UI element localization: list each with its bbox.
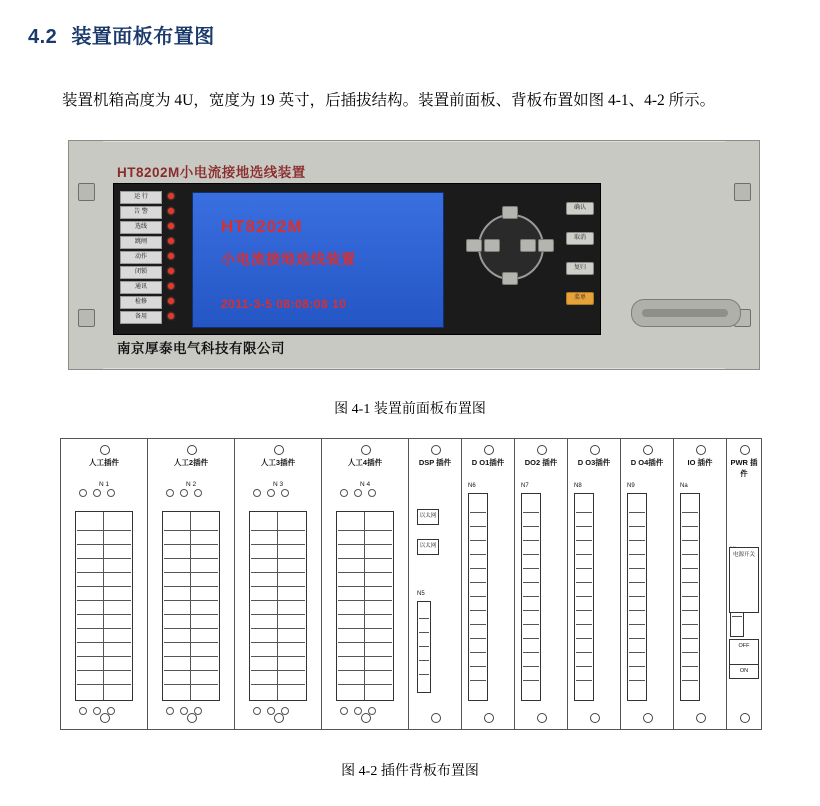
led-indicator-icon <box>168 268 174 274</box>
led-row <box>120 295 184 310</box>
section-number: 4.2 <box>28 26 58 48</box>
terminal-connector <box>75 511 133 701</box>
slot-title: 人工3插件 <box>260 458 296 467</box>
led-indicator-icon <box>168 253 174 259</box>
slot-mini-screws <box>61 489 147 499</box>
led-indicator-icon <box>168 208 174 214</box>
backplane-slot-dsp <box>409 439 462 729</box>
backplane-slot <box>61 439 148 729</box>
screw-icon <box>740 713 750 723</box>
backplane-frame <box>60 438 762 730</box>
led-indicator-icon <box>168 193 174 199</box>
arrow-left-button[interactable] <box>466 239 482 252</box>
lcd-line-model: HT8202M <box>221 217 303 236</box>
led-label: 选线 <box>120 221 162 234</box>
led-indicator-icon <box>168 223 174 229</box>
led-label: 检修 <box>120 296 162 309</box>
ethernet-port: 以太网 <box>417 509 439 525</box>
power-toggle-on-label: ON <box>739 668 749 674</box>
power-toggle-on[interactable] <box>729 665 759 679</box>
front-panel-face <box>113 183 601 335</box>
function-key-menu[interactable]: 菜单 <box>566 292 594 305</box>
slot-title: PWR 插件 <box>730 458 758 478</box>
slot-mini-screws <box>61 707 147 717</box>
slot-title: D O3插件 <box>577 458 611 467</box>
slot-mini-screws <box>322 707 408 717</box>
led-indicator-icon <box>168 298 174 304</box>
screw-icon <box>643 445 653 455</box>
slot-subtitle: N 2 <box>185 481 197 488</box>
terminal-connector <box>521 493 541 701</box>
screw-icon <box>643 713 653 723</box>
slot-subtitle: N 1 <box>98 481 110 488</box>
screw-icon <box>484 445 494 455</box>
screw-icon <box>740 445 750 455</box>
slot-title: 人工插件 <box>89 458 119 467</box>
terminal-connector <box>336 511 394 701</box>
slot-mini-screws <box>148 489 234 499</box>
screw-icon <box>361 445 371 455</box>
led-row <box>120 280 184 295</box>
slot-subtitle: N 4 <box>359 481 371 488</box>
device-chassis <box>68 140 760 370</box>
backplane-slot-do1 <box>462 439 515 729</box>
led-row <box>120 190 184 205</box>
terminal-connector <box>468 493 488 701</box>
screw-icon <box>431 445 441 455</box>
section-heading <box>28 20 215 49</box>
backplane-slot-do4 <box>621 439 674 729</box>
screw-icon <box>537 445 547 455</box>
device-model-label: HT8202M小电流接地选线装置 <box>117 165 306 180</box>
terminal-connector <box>162 511 220 701</box>
screw-icon <box>484 713 494 723</box>
backplane-slot-io <box>674 439 727 729</box>
body-paragraph: 装置机箱高度为 4U，宽度为 19 英寸，后插拔结构。装置前面板、背板布置如图 4-1、4-2 所示。 <box>62 92 716 109</box>
led-indicator-icon <box>168 238 174 244</box>
led-indicator-icon <box>168 283 174 289</box>
lcd-line-datetime: 2011-3-5 08:08:08 10 <box>221 297 347 311</box>
slot-title: IO 插件 <box>687 458 713 467</box>
screw-icon <box>187 445 197 455</box>
screw-icon <box>537 713 547 723</box>
section-title: 装置面板布置图 <box>71 26 215 48</box>
slot-title: DO2 插件 <box>524 458 558 467</box>
slot-title: D O4插件 <box>630 458 664 467</box>
led-row <box>120 220 184 235</box>
terminal-connector <box>574 493 594 701</box>
power-toggle-off-label: OFF <box>738 643 750 649</box>
led-label: 动作 <box>120 251 162 264</box>
screw-icon <box>696 713 706 723</box>
slot-title: D O1插件 <box>471 458 505 467</box>
connector-label: Na <box>680 483 688 489</box>
led-label: 备用 <box>120 311 162 324</box>
manufacturer-label: 南京厚泰电气科技有限公司 <box>117 341 285 356</box>
connector-label: N6 <box>468 483 476 489</box>
mount-hole <box>78 183 95 201</box>
connector-label: N7 <box>521 483 529 489</box>
connector-label: N5 <box>417 591 425 597</box>
screw-icon <box>590 445 600 455</box>
slot-mini-screws <box>322 489 408 499</box>
ethernet-port: 以太网 <box>417 539 439 555</box>
mount-hole <box>78 309 95 327</box>
led-row <box>120 205 184 220</box>
figure-2-caption: 图 4-2 插件背板布置图 <box>341 764 479 779</box>
backplane-slot <box>235 439 322 729</box>
backplane-slot-pwr <box>727 439 761 729</box>
slot-mini-screws <box>235 707 321 717</box>
connector-label: N8 <box>574 483 582 489</box>
led-label: 跳闸 <box>120 236 162 249</box>
led-indicator-icon <box>168 313 174 319</box>
function-key-confirm[interactable]: 确认 <box>566 202 594 215</box>
function-key-reset[interactable]: 复归 <box>566 262 594 275</box>
front-handle <box>631 299 741 327</box>
backplane-slot <box>322 439 409 729</box>
figure-front-panel <box>68 140 758 372</box>
rack-ear-left <box>69 141 103 369</box>
mount-hole <box>734 183 751 201</box>
figure-1-caption: 图 4-1 装置前面板布置图 <box>334 402 486 417</box>
function-key-cancel[interactable]: 取消 <box>566 232 594 245</box>
slot-title: 人工2插件 <box>173 458 209 467</box>
screw-icon <box>696 445 706 455</box>
keypad-mid-left-button[interactable] <box>484 239 500 252</box>
slot-subtitle: N 3 <box>272 481 284 488</box>
arrow-down-button[interactable] <box>502 272 518 285</box>
figure-backplane <box>60 438 760 738</box>
screw-icon <box>431 713 441 723</box>
keypad-mid-right-button[interactable] <box>520 239 536 252</box>
backplane-slot <box>148 439 235 729</box>
led-label: 告 警 <box>120 206 162 219</box>
slot-title: DSP 插件 <box>418 458 452 467</box>
led-label: 通讯 <box>120 281 162 294</box>
terminal-connector <box>627 493 647 701</box>
rack-ear-right <box>725 141 759 369</box>
function-key-column[interactable] <box>566 202 606 322</box>
terminal-connector <box>417 601 431 693</box>
slot-title: 人工4插件 <box>347 458 383 467</box>
led-label: 闭锁 <box>120 266 162 279</box>
led-row <box>120 265 184 280</box>
terminal-connector <box>680 493 700 701</box>
power-switch-block[interactable] <box>729 547 759 613</box>
backplane-slot-do2 <box>515 439 568 729</box>
lcd-screen <box>192 192 444 328</box>
screw-icon <box>100 445 110 455</box>
arrow-up-button[interactable] <box>502 206 518 219</box>
connector-label: N9 <box>627 483 635 489</box>
led-indicator-column <box>120 190 184 328</box>
power-switch-title: 电源开关 <box>732 552 755 558</box>
led-row <box>120 235 184 250</box>
slot-mini-screws <box>148 707 234 717</box>
backplane-slot-do3 <box>568 439 621 729</box>
terminal-connector <box>249 511 307 701</box>
lcd-line-name: 小电流接地选线装置 <box>221 251 356 267</box>
navigation-keypad[interactable] <box>462 206 554 306</box>
led-label: 运 行 <box>120 191 162 204</box>
power-toggle[interactable] <box>729 639 759 665</box>
arrow-right-button[interactable] <box>538 239 554 252</box>
screw-icon <box>590 713 600 723</box>
led-row <box>120 310 184 325</box>
screw-icon <box>274 445 284 455</box>
slot-mini-screws <box>235 489 321 499</box>
led-row <box>120 250 184 265</box>
